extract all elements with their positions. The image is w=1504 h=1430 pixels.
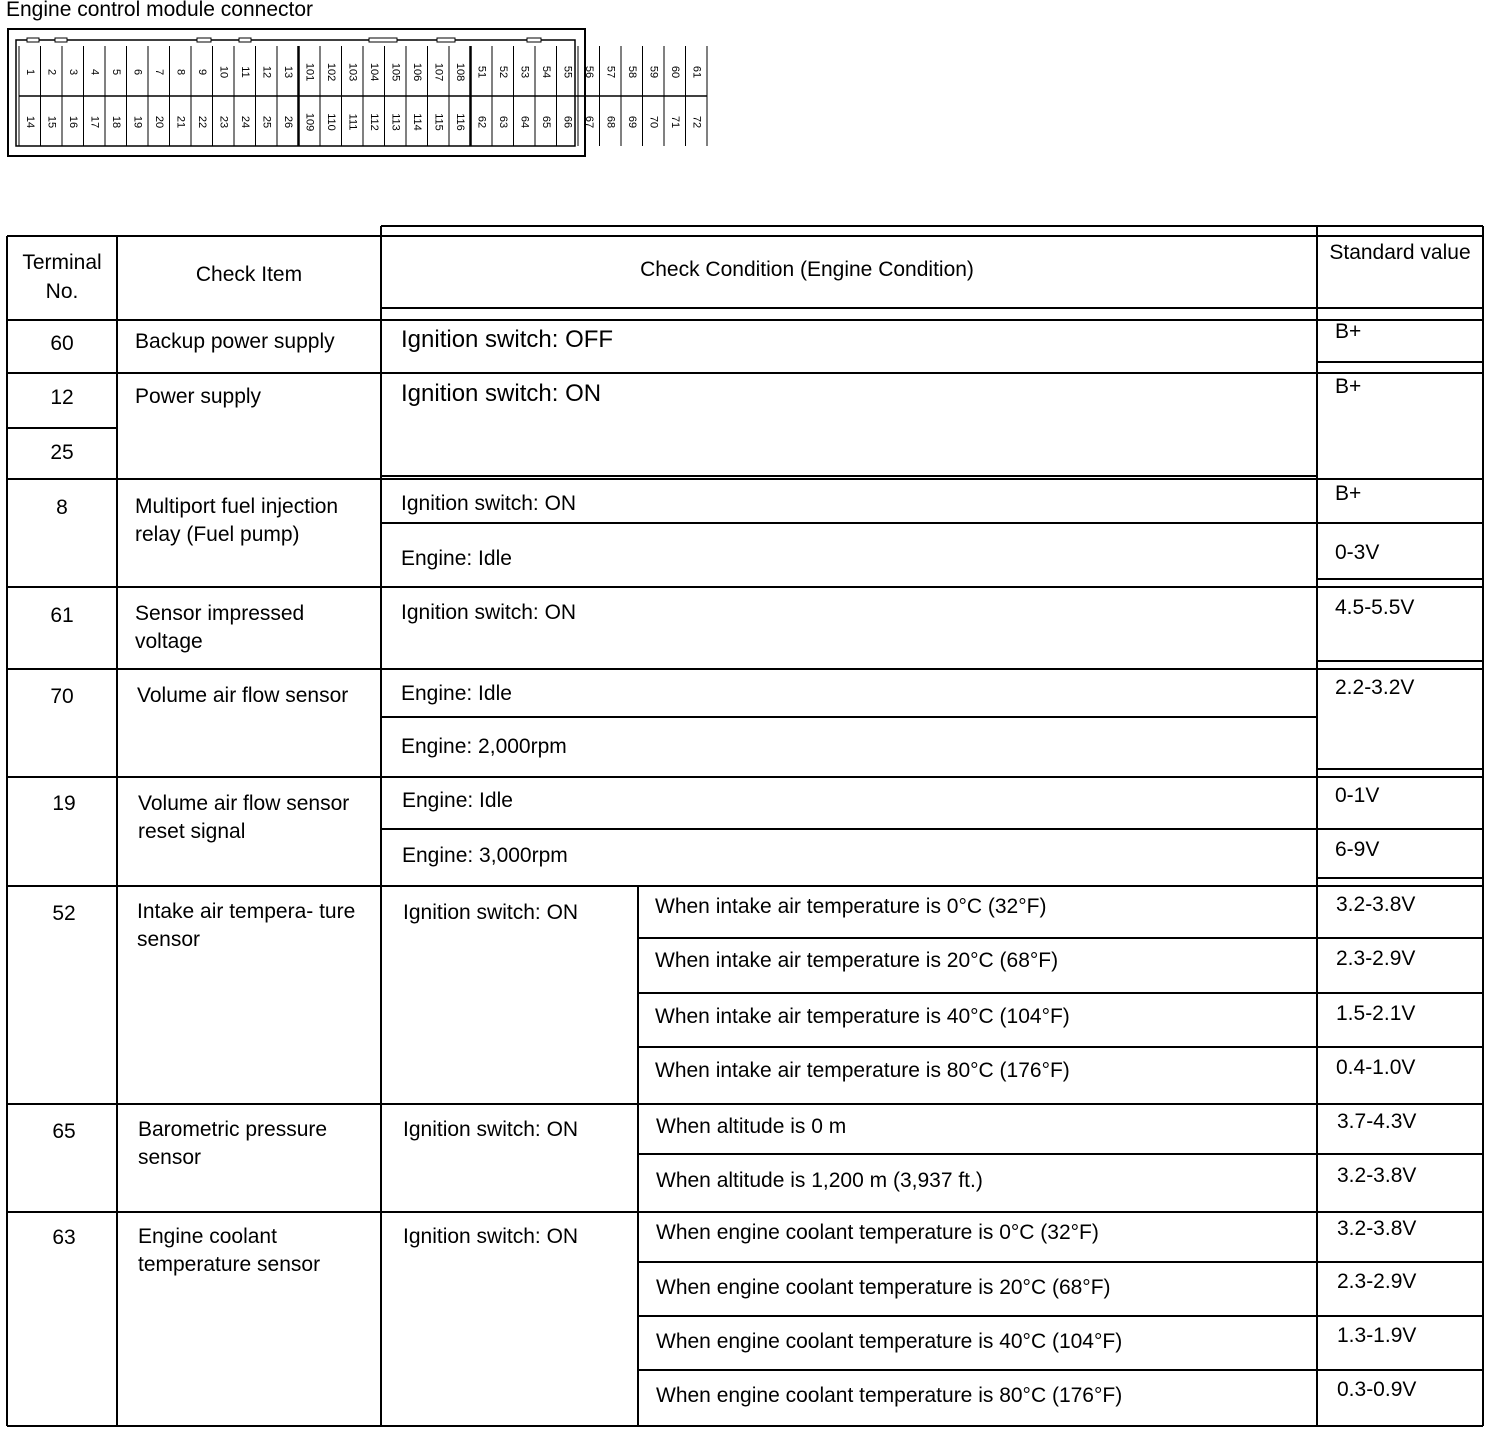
connector-pin-label: 16: [66, 115, 79, 129]
connector-pin-label: 4: [88, 68, 101, 76]
terminal-63: 63: [52, 1226, 76, 1249]
terminal-61: 61: [50, 604, 74, 627]
cond-barometric: Ignition switch: ON: [403, 1118, 579, 1141]
header-terminal: Terminal No.: [22, 251, 102, 303]
connector-pin-label: 105: [389, 62, 402, 82]
std-ect-20: 2.3-2.9V: [1337, 1270, 1417, 1293]
item-intake-air-temp: Intake air tempera- ture sensor: [137, 900, 356, 951]
std-mfi-relay-idle: 0-3V: [1335, 541, 1380, 564]
connector-pin-label: 13: [281, 65, 294, 79]
connector-pin-label: 54: [539, 65, 552, 79]
connector-pin-label: 61: [690, 65, 703, 79]
connector-pin-label: 14: [23, 115, 36, 129]
connector-pin-label: 115: [432, 113, 445, 131]
cond-intake-air-temp: Ignition switch: ON: [403, 901, 579, 924]
std-backup-power: B+: [1335, 320, 1362, 343]
connector-pin-label: 18: [109, 115, 122, 129]
connector-pin-label: 64: [518, 115, 531, 129]
connector-pin-label: 26: [281, 115, 294, 129]
connector-pin-label: 25: [260, 115, 273, 129]
std-iat-40: 1.5-2.1V: [1336, 1002, 1416, 1025]
connector-pin-label: 110: [324, 113, 337, 131]
connector-pin-label: 20: [152, 115, 165, 129]
connector-pin-label: 60: [668, 65, 681, 79]
connector-pin-label: 109: [303, 112, 316, 132]
connector-pin-label: 112: [367, 113, 380, 131]
std-iat-0: 3.2-3.8V: [1336, 893, 1416, 916]
connector-pin-label: 10: [217, 65, 230, 79]
connector-pin-label: 65: [539, 115, 552, 129]
subcond-alt-0: When altitude is 0 m: [656, 1115, 847, 1138]
terminal-60: 60: [50, 332, 74, 355]
item-backup-power: Backup power supply: [135, 330, 335, 353]
std-ect-80: 0.3-0.9V: [1337, 1378, 1417, 1401]
header-standard-value: Standard value: [1329, 241, 1471, 264]
std-ect-40: 1.3-1.9V: [1337, 1324, 1417, 1347]
std-power-supply: B+: [1335, 375, 1362, 398]
subcond-iat-40: When intake air temperature is 40°C (104°F): [655, 1005, 1070, 1028]
connector-pin-label: 103: [346, 62, 359, 82]
connector-pin-label: 63: [496, 115, 509, 129]
connector-pin-label: 7: [152, 68, 165, 76]
cond-power-supply: Ignition switch: ON: [401, 380, 602, 407]
connector-pin-label: 67: [582, 115, 595, 129]
connector-pin-label: 108: [453, 62, 466, 82]
connector-pin-label: 70: [647, 115, 660, 129]
connector-pin-label: 1: [23, 68, 36, 76]
cond-backup-power: Ignition switch: OFF: [401, 326, 614, 353]
connector-caption: Engine control module connector: [6, 0, 314, 21]
connector-pin-label: 113: [389, 113, 402, 131]
std-alt-1200: 3.2-3.8V: [1337, 1164, 1417, 1187]
connector-pin-label: 71: [668, 115, 681, 129]
subcond-alt-1200: When altitude is 1,200 m (3,937 ft.): [656, 1169, 983, 1192]
connector-pin-label: 106: [410, 62, 423, 82]
connector-pin-label: 11: [238, 66, 251, 78]
item-sensor-voltage: Sensor impressed voltage: [135, 602, 305, 653]
header-check-item: Check Item: [195, 263, 303, 286]
connector-pin-label: 104: [367, 62, 380, 82]
cond-vaf-reset-3000: Engine: 3,000rpm: [402, 844, 568, 867]
cond-coolant-temp: Ignition switch: ON: [403, 1225, 579, 1248]
subcond-iat-80: When intake air temperature is 80°C (176°F): [655, 1059, 1070, 1082]
item-vaf-sensor: Volume air flow sensor: [137, 684, 349, 707]
terminal-12: 12: [50, 386, 74, 409]
connector-pin-label: 68: [604, 115, 617, 129]
cond-mfi-relay-on: Ignition switch: ON: [401, 492, 577, 515]
terminal-25: 25: [50, 441, 74, 464]
std-iat-20: 2.3-2.9V: [1336, 947, 1416, 970]
connector-pin-label: 9: [195, 68, 208, 76]
cond-vaf-2000: Engine: 2,000rpm: [401, 735, 567, 758]
item-power-supply: Power supply: [135, 385, 262, 408]
connector-pin-label: 22: [195, 115, 208, 129]
terminal-8: 8: [56, 496, 68, 519]
connector-pin-label: 57: [604, 65, 617, 79]
connector-pin-label: 3: [66, 68, 79, 76]
item-mfi-relay: Multiport fuel injection relay (Fuel pump): [135, 495, 339, 546]
cond-vaf-idle: Engine: Idle: [401, 682, 512, 705]
connector-pin-label: 51: [475, 65, 488, 79]
connector-pin-label: 62: [475, 115, 488, 129]
std-alt-0: 3.7-4.3V: [1337, 1110, 1417, 1133]
connector-pin-label: 17: [88, 115, 101, 129]
connector-pin-label: 66: [561, 115, 574, 129]
std-vaf-reset-idle: 0-1V: [1335, 784, 1380, 807]
connector-pin-label: 24: [238, 115, 251, 129]
connector-pin-label: 59: [647, 65, 660, 79]
connector-pin-label: 101: [303, 62, 316, 82]
subcond-iat-0: When intake air temperature is 0°C (32°F): [655, 895, 1047, 918]
connector-pin-label: 5: [109, 68, 122, 76]
std-sensor-voltage: 4.5-5.5V: [1335, 596, 1415, 619]
std-mfi-relay-on: B+: [1335, 482, 1362, 505]
header-check-condition: Check Condition (Engine Condition): [640, 258, 974, 281]
connector-pin-label: 69: [625, 115, 638, 129]
connector-pin-label: 52: [496, 65, 509, 79]
cond-sensor-voltage: Ignition switch: ON: [401, 601, 577, 624]
item-coolant-temp: Engine coolant temperature sensor: [138, 1225, 321, 1276]
std-vaf-sensor: 2.2-3.2V: [1335, 676, 1415, 699]
std-ect-0: 3.2-3.8V: [1337, 1217, 1417, 1240]
subcond-ect-80: When engine coolant temperature is 80°C (176°F): [656, 1384, 1123, 1407]
terminal-52: 52: [52, 902, 76, 925]
connector-pin-label: 111: [346, 113, 359, 131]
connector-pin-label: 114: [410, 113, 423, 131]
subcond-iat-20: When intake air temperature is 20°C (68°F): [655, 949, 1059, 972]
terminal-70: 70: [50, 685, 74, 708]
connector-pin-label: 107: [432, 62, 445, 82]
subcond-ect-40: When engine coolant temperature is 40°C (104°F): [656, 1330, 1123, 1353]
std-vaf-reset-3000: 6-9V: [1335, 838, 1380, 861]
terminal-65: 65: [52, 1120, 76, 1143]
connector-pin-label: 19: [131, 115, 144, 129]
connector-pin-label: 21: [174, 115, 187, 129]
item-vaf-reset: Volume air flow sensor reset signal: [138, 792, 350, 843]
connector-pin-label: 56: [582, 65, 595, 79]
subcond-ect-0: When engine coolant temperature is 0°C (32°F): [656, 1221, 1099, 1244]
connector-pin-label: 72: [690, 115, 703, 129]
subcond-ect-20: When engine coolant temperature is 20°C (68°F): [656, 1276, 1111, 1299]
cond-vaf-reset-idle: Engine: Idle: [402, 789, 513, 812]
connector-pin-label: 116: [453, 113, 466, 131]
connector-pin-label: 2: [45, 68, 58, 76]
connector-pin-label: 12: [260, 65, 273, 79]
connector-pin-label: 53: [518, 65, 531, 79]
terminal-19: 19: [52, 792, 76, 815]
connector-pin-label: 102: [324, 62, 337, 82]
connector-pin-label: 55: [561, 65, 574, 79]
connector-pin-label: 15: [45, 115, 58, 129]
item-barometric: Barometric pressure sensor: [138, 1118, 328, 1169]
std-iat-80: 0.4-1.0V: [1336, 1056, 1416, 1079]
connector-pin-label: 23: [217, 115, 230, 129]
connector-pin-label: 8: [174, 68, 187, 76]
connector-pin-label: 58: [625, 65, 638, 79]
cond-mfi-relay-idle: Engine: Idle: [401, 547, 512, 570]
connector-pin-label: 6: [131, 68, 144, 76]
